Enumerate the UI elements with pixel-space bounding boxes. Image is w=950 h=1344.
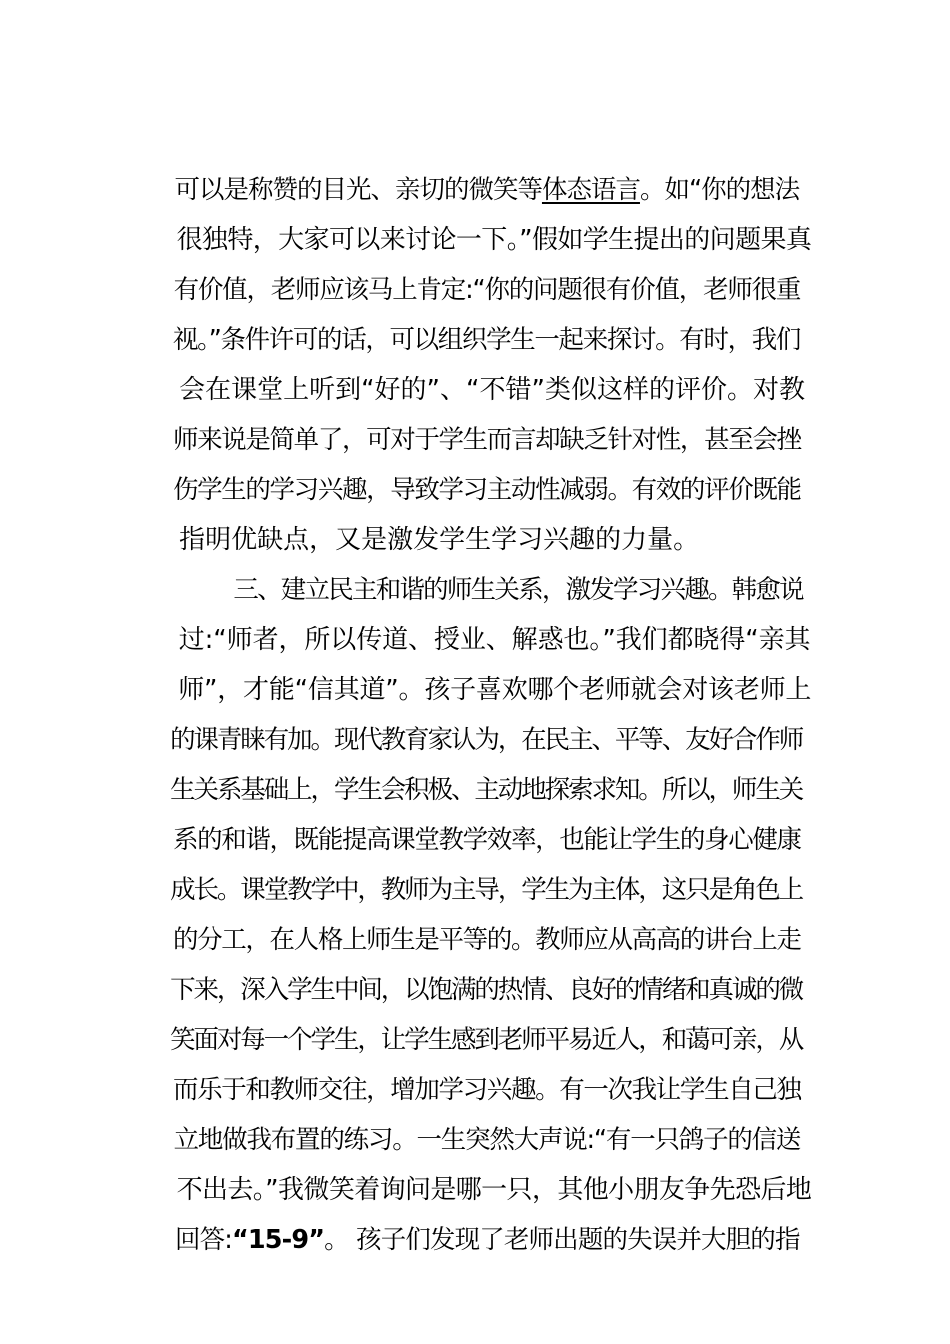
text-segment: 不出去。”我微笑着询问是哪一只，其他小朋友争先恐后地	[176, 1175, 812, 1205]
text-line-16	[146, 880, 810, 955]
text-segment: 会在课堂上听到“好的”、“不错”类似这样的评价。对教	[179, 375, 805, 405]
text-segment: 笑面对每一个学生，让学生感到老师平易近人，和蔼可亲，从	[170, 1025, 803, 1055]
text-segment: 。如“你的想法	[639, 175, 800, 205]
text-segment: 伤学生的学习兴趣，导致学习主动性减弱。有效的评价既能	[172, 475, 801, 505]
text-line-8	[146, 480, 810, 555]
text-line-14	[146, 780, 810, 855]
text-segment: 生关系基础上，学生会积极、主动地探索求知。所以，师生关	[170, 775, 803, 805]
text-line-9	[208, 530, 810, 605]
text-line-10	[146, 580, 811, 655]
text-line-7	[146, 430, 810, 505]
text-segment: 系的和谐，既能提高课堂教学效率，也能让学生的身心健康	[172, 825, 801, 855]
underlined-phrase: 体态语言	[541, 175, 640, 205]
text-line-12	[146, 680, 810, 755]
text-segment: 过:“师者，所以传道、授业、解惑也。”我们都晓得“亲其	[178, 625, 811, 655]
text-line-18	[146, 980, 810, 1055]
text-line-21	[146, 1130, 812, 1205]
text-line-22	[146, 1180, 810, 1255]
text-segment: 的分工，在人格上师生是平等的。教师应从高高的讲台上走	[172, 925, 801, 955]
text-segment: 师”，才能“信其道”。孩子喜欢哪个老师就会对该老师上	[178, 675, 812, 705]
text-segment: 立地做我布置的练习。一生突然大声说:“有一只鸽子的信送	[173, 1125, 801, 1155]
text-segment: 三、建立民主和谐的师生关系，激发学习兴趣。韩愈说	[233, 575, 803, 605]
text-segment: 。 孩子们发现了老师出题的失误并大胆的指	[324, 1225, 800, 1255]
text-segment: 的课青睐有加。现代教育家认为，在民主、平等、友好合作师	[170, 725, 803, 755]
text-line-6	[146, 380, 810, 455]
text-segment: 有价值，老师应该马上肯定:“你的问题很有价值，老师很重	[173, 275, 801, 305]
text-segment: 师来说是简单了，可对于学生而言却缺乏针对性，甚至会挫	[172, 425, 801, 455]
text-segment: 成长。课堂教学中，教师为主导，学生为主体，这只是角色上	[170, 875, 803, 905]
text-line-2	[146, 180, 812, 255]
text-segment: 视。”条件许可的话，可以组织学生一起来探讨。有时，我们	[173, 325, 801, 355]
text-segment: 可以是称赞的目光、亲切的微笑等	[174, 175, 542, 205]
text-line-19	[146, 1030, 810, 1105]
text-segment: 很独特，大家可以来讨论一下。”假如学生提出的问题果真	[176, 225, 812, 255]
text-line-11	[146, 630, 812, 705]
text-segment: 下来，深入学生中间，以饱满的热情、良好的情绪和真诚的微	[170, 975, 803, 1005]
text-line-1	[146, 130, 810, 205]
text-segment: 回答:	[174, 1225, 232, 1255]
text-segment: 而乐于和教师交往，增加学习兴趣。有一次我让学生自己独	[172, 1075, 801, 1105]
bold-phrase: “15-9”	[232, 1225, 325, 1255]
text-line-15	[146, 830, 810, 905]
text-line-20	[146, 1080, 810, 1155]
text-line-13	[146, 730, 810, 805]
text-line-3	[146, 230, 810, 305]
text-line-5	[146, 330, 810, 405]
text-segment: 指明优缺点，又是激发学生学习兴趣的力量。	[179, 525, 700, 555]
text-line-4	[146, 280, 810, 355]
text-line-17	[146, 930, 810, 1005]
